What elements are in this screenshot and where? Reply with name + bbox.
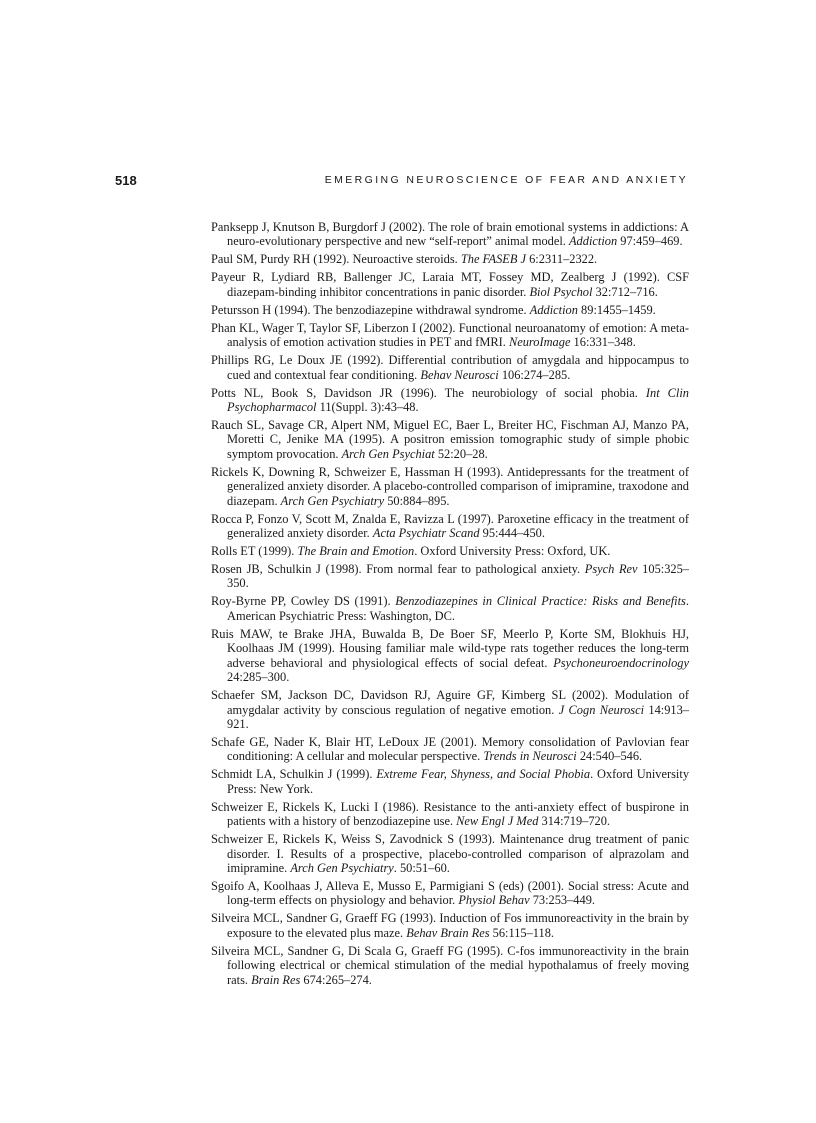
reference-citation: 97:459–469. <box>617 234 683 249</box>
reference-entry <box>211 735 689 764</box>
running-head: EMERGING NEUROSCIENCE OF FEAR AND ANXIETY <box>324 174 688 186</box>
reference-entry <box>211 594 689 623</box>
reference-text: Schweizer E, Rickels K, Weiss S, Zavodnick S (1993). Maintenance drug treatment of panic disorder. I. Results of a prospective, placebo-controlled comparison of alprazolam and imipramine. <box>211 832 689 875</box>
reference-journal: Psych Rev <box>584 562 638 577</box>
reference-entry <box>211 879 689 908</box>
reference-journal: Psychoneuroendocrinology <box>553 655 689 670</box>
reference-journal: Acta Psychiatr Scand <box>372 526 480 541</box>
reference-journal: Behav Brain Res <box>406 925 490 940</box>
reference-citation: 95:444–450. <box>479 526 545 541</box>
reference-journal: The FASEB J <box>460 252 527 267</box>
reference-citation: 56:115–118. <box>489 925 555 940</box>
reference-journal: Trends in Neurosci <box>483 749 577 764</box>
reference-journal: Arch Gen Psychiatry <box>280 493 385 508</box>
reference-text: Payeur R, Lydiard RB, Ballenger JC, Laraia MT, Fossey MD, Zealberg J (1992). CSF diazepam-binding inhibitor concentrations in panic disorder. <box>211 270 689 299</box>
reference-entry <box>211 911 689 940</box>
page-number: 518 <box>115 173 137 188</box>
reference-text: Sgoifo A, Koolhaas J, Alleva E, Musso E, Parmigiani S (eds) (2001). Social stress: Acute and long-term effects on physiology and behavior. <box>211 878 689 908</box>
reference-entry <box>211 353 689 382</box>
reference-journal: Addiction <box>529 302 578 317</box>
reference-entry <box>211 767 689 796</box>
reference-entry <box>211 944 689 987</box>
reference-text: Paul SM, Purdy RH (1992). Neuroactive steroids. <box>211 252 461 267</box>
reference-entry <box>211 418 689 461</box>
reference-citation: . American Psychiatric Press: Washington, DC. <box>227 594 689 623</box>
reference-text: Roy-Byrne PP, Cowley DS (1991). <box>211 594 396 609</box>
reference-text: Silveira MCL, Sandner G, Graeff FG (1993). Induction of Fos immunoreactivity in the brain by exposure to the elevated plus maze. <box>211 911 689 940</box>
reference-text: Rosen JB, Schulkin J (1998). From normal fear to pathological anxiety. <box>211 562 585 577</box>
reference-entry <box>211 832 689 875</box>
reference-citation: 89:1455–1459. <box>577 302 656 317</box>
reference-citation: 11(Suppl. 3):43–48. <box>316 400 419 415</box>
reference-citation: . 50:51–60. <box>393 860 450 875</box>
reference-citation: 32:712–716. <box>592 284 658 299</box>
reference-text: Schafe GE, Nader K, Blair HT, LeDoux JE (2001). Memory consolidation of Pavlovian fear conditioning: A cellular and molecular perspective. <box>211 734 689 764</box>
reference-citation: . Oxford University Press: Oxford, UK. <box>414 544 611 559</box>
reference-citation: 52:20–28. <box>434 446 488 461</box>
reference-journal: Benzodiazepines in Clinical Practice: Risks and Benefits <box>395 594 686 609</box>
reference-journal: Arch Gen Psychiatry <box>290 860 394 875</box>
reference-citation: 314:719–720. <box>538 814 611 829</box>
reference-entry <box>211 386 689 415</box>
reference-entry <box>211 627 689 685</box>
reference-entry <box>211 321 689 350</box>
reference-journal: Brain Res <box>251 972 301 987</box>
reference-journal: Behav Neurosci <box>420 367 499 382</box>
reference-entry <box>211 252 689 266</box>
reference-entry <box>211 465 689 508</box>
reference-journal: J Cogn Neurosci <box>558 702 645 717</box>
reference-journal: The Brain and Emotion <box>297 544 415 559</box>
reference-journal: Addiction <box>568 234 618 249</box>
reference-text: Rocca P, Fonzo V, Scott M, Znalda E, Ravizza L (1997). Paroxetine efficacy in the treatment of generalized anxiety disorder. <box>211 511 689 541</box>
reference-citation: 6:2311–2322. <box>526 252 598 267</box>
reference-text: Phan KL, Wager T, Taylor SF, Liberzon I (2002). Functional neuroanatomy of emotion: A meta-analysis of emotion activation studies in PET and fMRI. <box>211 320 689 350</box>
reference-citation: 14:913–921. <box>227 702 689 731</box>
reference-text: Rolls ET (1999). <box>211 544 298 559</box>
reference-journal: Physiol Behav <box>458 893 530 908</box>
reference-text: Rickels K, Downing R, Schweizer E, Hassman H (1993). Antidepressants for the treatment of generalized anxiety disorder. A placebo-controlled comparison of imipramine, traxodone and diazepam. <box>211 464 689 508</box>
reference-journal: NeuroImage <box>508 335 571 350</box>
reference-citation: 24:540–546. <box>576 749 643 764</box>
reference-journal: Arch Gen Psychiat <box>341 446 435 461</box>
reference-citation: 16:331–348. <box>570 335 636 350</box>
reference-entry <box>211 512 689 541</box>
reference-entry <box>211 220 689 249</box>
reference-journal: Extreme Fear, Shyness, and Social Phobia <box>376 767 591 782</box>
reference-entry <box>211 270 689 299</box>
reference-text: Rauch SL, Savage CR, Alpert NM, Miguel EC, Baer L, Breiter HC, Fischman AJ, Manzo PA, Moretti C, Jenike MA (1995). A positron emission tomographic study of simple phobic symptom provocation. <box>211 418 689 461</box>
reference-entry <box>211 688 689 731</box>
reference-citation: 73:253–449. <box>529 893 595 908</box>
reference-text: Panksepp J, Knutson B, Burgdorf J (2002). The role of brain emotional systems in addictions: A neuro-evolutionary perspective and new “self-report” animal model. <box>211 220 689 249</box>
reference-text: Schaefer SM, Jackson DC, Davidson RJ, Aguire GF, Kimberg SL (2002). Modulation of amygdalar activity by conscious regulation of negative emotion. <box>211 688 689 717</box>
reference-journal: Biol Psychol <box>529 284 593 299</box>
reference-citation: 24:285–300. <box>227 670 290 685</box>
reference-journal: New Engl J Med <box>456 814 539 829</box>
reference-text: Schmidt LA, Schulkin J (1999). <box>211 767 377 782</box>
reference-citation: 50:884–895. <box>384 493 450 508</box>
reference-text: Silveira MCL, Sandner G, Di Scala G, Graeff FG (1995). C-fos immunoreactivity in the brain following electrical or chemical stimulation of the medial hypothalamus of freely moving rats. <box>211 943 689 987</box>
reference-text: Petursson H (1994). The benzodiazepine withdrawal syndrome. <box>211 302 530 317</box>
reference-text: Ruis MAW, te Brake JHA, Buwalda B, De Boer SF, Meerlo P, Korte SM, Blokhuis HJ, Koolhaas JM (1999). Housing familiar male wild-type rats together reduces the long-term adverse behavioral and physiological effects of social defeat. <box>211 626 689 670</box>
reference-text: Phillips RG, Le Doux JE (1992). Differential contribution of amygdala and hippocampus to cued and contextual fear conditioning. <box>211 353 689 382</box>
reference-entry <box>211 544 689 558</box>
reference-citation: . Oxford University Press: New York. <box>227 767 690 796</box>
reference-text: Potts NL, Book S, Davidson JR (1996). The neurobiology of social phobia. <box>211 385 646 400</box>
reference-entry <box>211 800 689 829</box>
reference-journal: Int Clin Psychopharmacol <box>227 385 689 415</box>
reference-entry <box>211 562 689 591</box>
reference-citation: 674:265–274. <box>300 972 372 987</box>
reference-list <box>211 220 689 991</box>
reference-entry <box>211 303 689 317</box>
reference-text: Schweizer E, Rickels K, Lucki I (1986). Resistance to the anti-anxiety effect of buspirone in patients with a history of benzodiazepine use. <box>211 799 689 829</box>
reference-citation: 106:274–285. <box>498 367 571 382</box>
reference-citation: 105:325–350. <box>227 562 689 591</box>
